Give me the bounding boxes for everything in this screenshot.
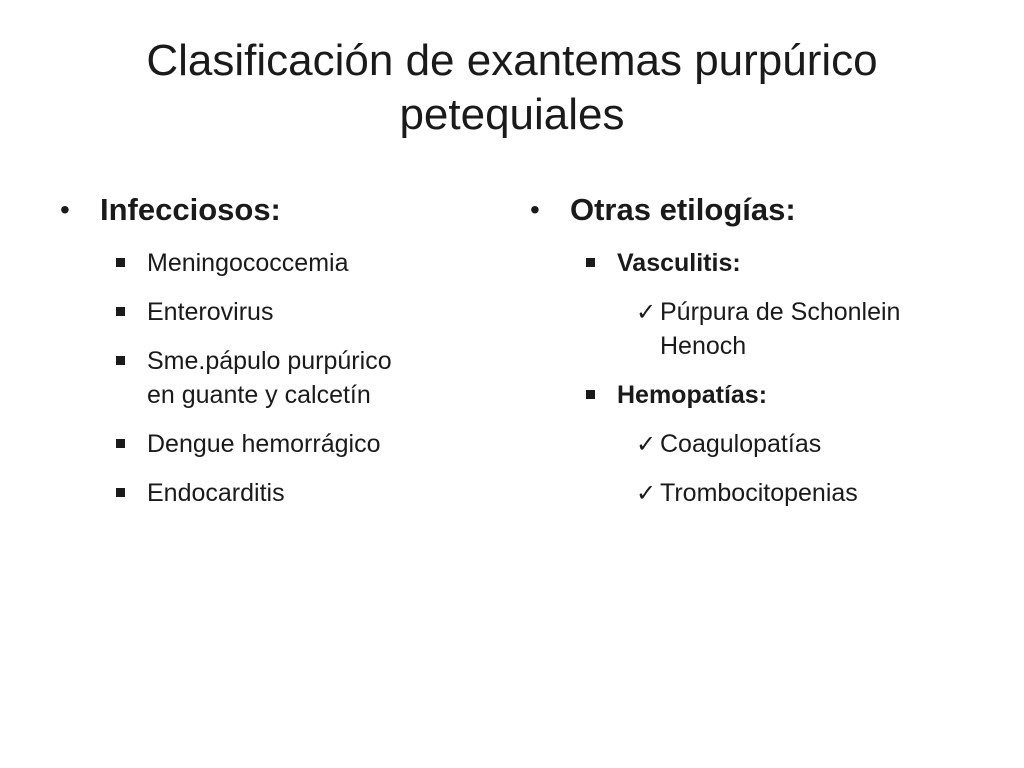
right-check-text: Púrpura de Schonlein [660,298,901,326]
left-column [58,190,478,525]
right-check-text: Coagulopatías [660,430,822,458]
right-check-item [528,295,968,363]
title-line-2: petequiales [399,90,625,139]
left-item [58,427,478,461]
checkmark-icon: ✓ [636,298,657,326]
right-group-label: Hemopatías: [617,381,768,409]
bullet-dot-icon: • [60,194,70,225]
left-item-text: Dengue hemorrágico [147,430,381,458]
right-check-item [528,476,968,510]
right-check-item [528,427,968,461]
checkmark-icon: ✓ [636,479,657,507]
left-item [58,295,478,329]
left-item-text: Meningococcemia [147,249,349,277]
title-line-1: Clasificación de exantemas purpúrico [146,36,878,85]
left-item [58,246,478,280]
square-bullet-icon [116,307,125,316]
right-heading: Otras etilogías: [570,192,796,227]
right-group [528,246,968,280]
right-check-text: Trombocitopenias [660,479,858,507]
square-bullet-icon [116,258,125,267]
square-bullet-icon [116,488,125,497]
left-item [58,344,478,412]
left-heading-item [58,190,478,230]
bullet-dot-icon: • [530,194,540,225]
checkmark-icon: ✓ [636,430,657,458]
right-column [528,190,968,525]
square-bullet-icon [586,258,595,267]
right-heading-item [528,190,968,230]
left-item-text: en guante y calcetín [147,381,371,409]
right-group [528,378,968,412]
left-heading: Infecciosos: [100,192,281,227]
left-item-text: Endocarditis [147,479,285,507]
square-bullet-icon [116,356,125,365]
left-item-text: Enterovirus [147,298,274,326]
left-item-text: Sme.pápulo purpúrico [147,347,392,375]
left-item [58,476,478,510]
square-bullet-icon [116,439,125,448]
slide-title [60,34,964,142]
right-check-text: Henoch [660,332,747,360]
right-group-label: Vasculitis: [617,249,741,277]
square-bullet-icon [586,390,595,399]
